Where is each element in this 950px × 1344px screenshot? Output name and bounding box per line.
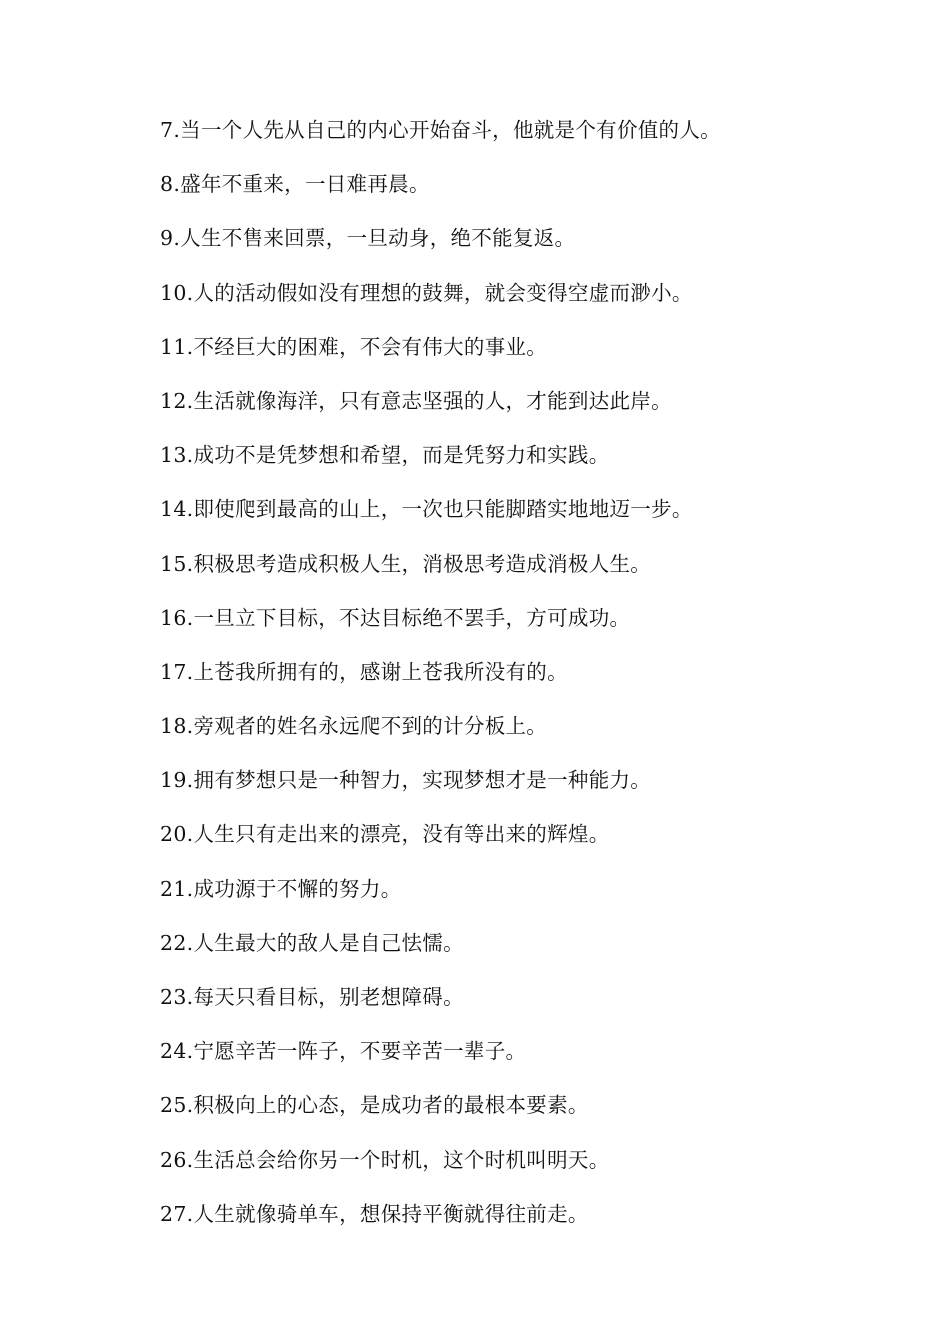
quote-item-24: 24.宁愿辛苦一阵子，不要辛苦一辈子。 bbox=[160, 1039, 527, 1064]
quote-item-11: 11.不经巨大的困难，不会有伟大的事业。 bbox=[160, 334, 548, 359]
quote-item-10: 10.人的活动假如没有理想的鼓舞，就会变得空虚而渺小。 bbox=[160, 280, 693, 305]
quote-item-21: 21.成功源于不懈的努力。 bbox=[160, 876, 402, 901]
quote-item-8: 8.盛年不重来，一日难再晨。 bbox=[160, 172, 430, 197]
quote-item-22: 22.人生最大的敌人是自己怯懦。 bbox=[160, 930, 464, 955]
quote-list bbox=[160, 112, 880, 1250]
quote-item-14: 14.即使爬到最高的山上，一次也只能脚踏实地地迈一步。 bbox=[160, 497, 693, 522]
quote-item-12: 12.生活就像海洋，只有意志坚强的人，才能到达此岸。 bbox=[160, 388, 672, 413]
quote-item-25: 25.积极向上的心态，是成功者的最根本要素。 bbox=[160, 1093, 589, 1118]
quote-item-13: 13.成功不是凭梦想和希望，而是凭努力和实践。 bbox=[160, 443, 610, 468]
quote-item-9: 9.人生不售来回票，一旦动身，绝不能复返。 bbox=[160, 226, 576, 251]
quote-item-27: 27.人生就像骑单车，想保持平衡就得往前走。 bbox=[160, 1201, 589, 1226]
quote-item-18: 18.旁观者的姓名永远爬不到的计分板上。 bbox=[160, 714, 548, 739]
quote-item-19: 19.拥有梦想只是一种智力，实现梦想才是一种能力。 bbox=[160, 768, 652, 793]
quote-item-17: 17.上苍我所拥有的，感谢上苍我所没有的。 bbox=[160, 659, 568, 684]
quote-item-7: 7.当一个人先从自己的内心开始奋斗，他就是个有价值的人。 bbox=[160, 118, 721, 142]
quote-item-26: 26.生活总会给你另一个时机，这个时机叫明天。 bbox=[160, 1147, 610, 1172]
quote-item-20: 20.人生只有走出来的漂亮，没有等出来的辉煌。 bbox=[160, 822, 610, 847]
quote-item-15: 15.积极思考造成积极人生，消极思考造成消极人生。 bbox=[160, 551, 652, 576]
quote-item-16: 16.一旦立下目标，不达目标绝不罢手，方可成功。 bbox=[160, 605, 631, 630]
quote-item-23: 23.每天只看目标，别老想障碍。 bbox=[160, 985, 464, 1009]
